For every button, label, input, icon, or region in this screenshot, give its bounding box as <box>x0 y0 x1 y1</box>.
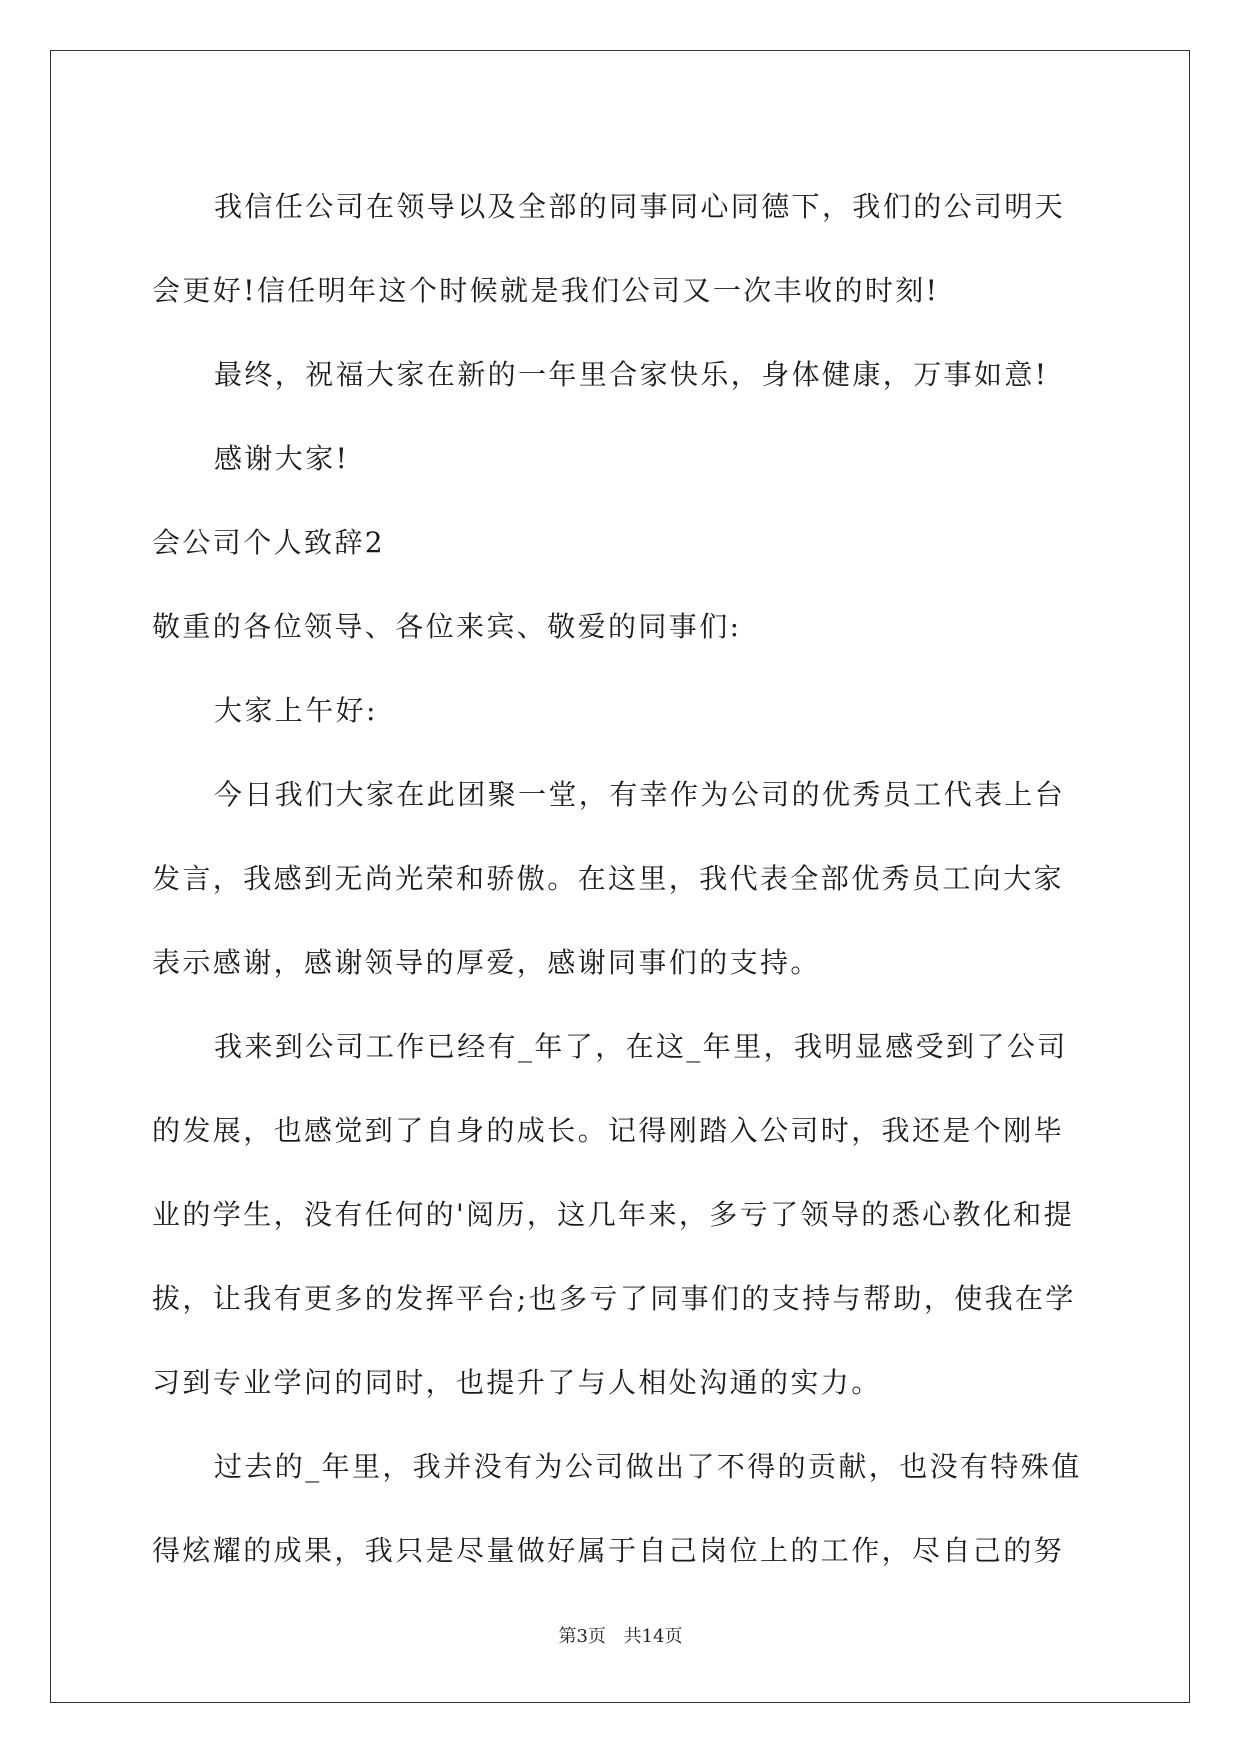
paragraph-past-years: 过去的_年里，我并没有为公司做出了不得的贡献，也没有特殊值得炫耀的成果，我只是尽量做好属于自己岗位上的工作，尽自己的努 <box>152 1450 1082 1567</box>
paragraph-thanks: 感谢大家! <box>214 442 350 475</box>
document-body <box>152 165 1092 1593</box>
paragraph-confidence: 我信任公司在领导以及全部的同事同心同德下，我们的公司明天会更好!信任明年这个时候就是我们公司又一次丰收的时刻! <box>152 190 1066 307</box>
total-pages: 共14页 <box>623 1626 683 1647</box>
salutation: 敬重的各位领导、各位来宾、敬爱的同事们: <box>152 610 742 643</box>
page-footer <box>0 1622 1241 1648</box>
paragraph-intro: 今日我们大家在此团聚一堂，有幸作为公司的优秀员工代表上台发言，我感到无尚光荣和骄傲。在这里，我代表全部优秀员工向大家表示感谢，感谢领导的厚爱，感谢同事们的支持。 <box>152 778 1066 979</box>
section-title: 会公司个人致辞2 <box>152 526 386 559</box>
greeting: 大家上午好: <box>214 694 378 727</box>
paragraph-growth: 我来到公司工作已经有_年了，在这_年里，我明显感受到了公司的发展，也感觉到了自身的成长。记得刚踏入公司时，我还是个刚毕业的学生，没有任何的'阅历，这几年来，多亏了领导的悉心教化和提拔，让我有更多的发挥平台;也多亏了同事们的支持与帮助，使我在学习到专业学问的同时，也提升了与人相处沟通的实力。 <box>152 1030 1076 1399</box>
page-number: 第3页 <box>558 1626 606 1647</box>
paragraph-blessing: 最终，祝福大家在新的一年里合家快乐，身体健康，万事如意! <box>214 358 1049 391</box>
